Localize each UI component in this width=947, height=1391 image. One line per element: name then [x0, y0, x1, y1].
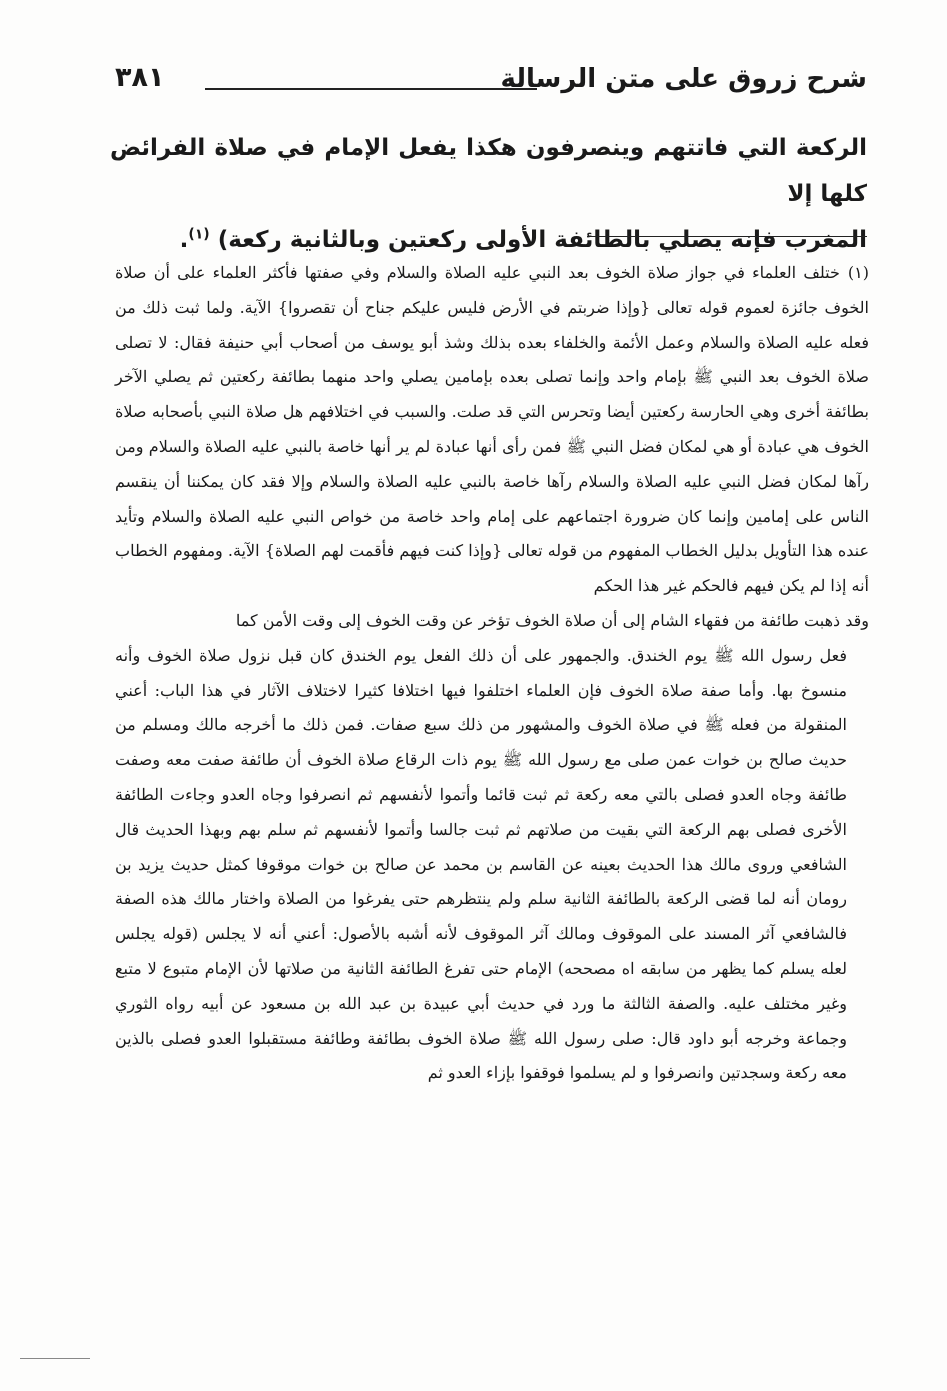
main-text-line-1: الركعة التي فاتتهم وينصرفون هكذا يفعل الإمام في صلاة الفرائض كلها إلا: [110, 135, 867, 207]
running-header: [115, 60, 867, 108]
book-title: شرح زروق على متن الرسالة: [500, 64, 867, 94]
footnote-separator: [587, 236, 867, 237]
main-text-line-2: المغرب فإنه يصلي بالطائفة الأولى ركعتين وبالثانية ركعة) $^{(١)}$.: [179, 226, 867, 253]
footnote-reference: (١): [188, 226, 210, 243]
main-text: [110, 125, 867, 263]
footnote-marker: (١): [847, 263, 869, 282]
header-rule: [205, 88, 537, 90]
page-edge-mark: [20, 1358, 90, 1359]
footnote-paragraph-2: فعل رسول الله ﷺ يوم الخندق. والجمهور على أن ذلك الفعل يوم الخندق كان قبل نزول صلاة الخوف وأنه منسوخ بها. وأما صفة صلاة الخوف فإن العلماء اختلفوا فيها اختلافا كثيرا لاختلاف الآثار في هذا الباب: أعني المنقولة من فعله ﷺ في صلاة الخوف والمشهور من ذلك سبع صفات. فمن ذلك ما أخرجه مالك ومسلم من حديث صالح بن خوات عمن صلى مع رسول الله ﷺ يوم ذات الرقاع صلاة الخوف أن طائفة صفت معه وصفت طائفة وجاه العدو فصلى بالتي معه ركعة ثم ثبت قائما وأتموا لأنفسهم ثم انصرفوا وجاه العدو وجاءت الطائفة الأخرى فصلى بهم الركعة التي بقيت من صلاتهم ثم ثبت جالسا وأتموا لأنفسهم ثم سلم بهم وبهذا الحديث قال الشافعي وروى مالك هذا الحديث بعينه عن القاسم بن محمد عن صالح بن خوات موقوفا كمثل حديث يزيد بن رومان أنه لما قضى الركعة بالطائفة الثانية سلم ولم ينتظرهم حتى يفرغوا من الصلاة واختار مالك هذه الصفة فالشافعي آثر المسند على الموقوف ومالك آثر الموقوف لأنه أشبه بالأصول: أعني أنه لا يجلس (قوله يجلس لعله يسلم كما يظهر من سابقه اه مصححه) الإمام حتى تفرغ الطائفة الثانية من صلاتها لأن الإمام متبوع لا متبع وغير مختلف عليه. والصفة الثالثة ما ورد في حديث أبي عبيدة بن عبد الله بن مسعود عن أبيه رواه الثوري وجماعة وخرجه أبو داود قال: صلى رسول الله ﷺ صلاة الخوف بطائفة وطائفة مستقبلوا العدو فصلى بالذين معه ركعة وسجدتين وانصرفوا و لم يسلموا فوقفوا بإزاء العدو ثم: [115, 645, 848, 1083]
footnote-paragraph-2-lead: وقد ذهبت طائفة من فقهاء الشام إلى أن صلاة الخوف تؤخر عن وقت الخوف إلى وقت الأمن كما: [235, 610, 869, 630]
footnote: [115, 256, 869, 1091]
footnote-paragraph-1: (١)ختلف العلماء في جواز صلاة الخوف بعد النبي عليه الصلاة والسلام وفي صفتها فأكثر العلماء على أن صلاة الخوف جائزة لعموم قوله تعالى {وإذا ضربتم في الأرض فليس عليكم جناح أن تقصروا} الآية. ولما ثبت ذلك من فعله عليه الصلاة والسلام وعمل الأئمة والخلفاء بعده بذلك وشذ أبو يوسف من أصحاب أبي حنيفة فقال: لا تصلى صلاة الخوف بعد النبي ﷺ بإمام واحد وإنما تصلى بعده بإمامين يصلي واحد منهما بطائفة ركعتين ثم يصلي الآخر بطائفة أخرى وهي الحارسة ركعتين أيضا وتحرس التي قد صلت. والسبب في اختلافهم هل صلاة النبي بأصحابه صلاة الخوف هي عبادة أو هي لمكان فضل النبي ﷺ فمن رأى أنها عبادة لم ير أنها خاصة بالنبي عليه الصلاة والسلام ومن رآها لمكان فضل النبي عليه الصلاة والسلام رآها خاصة بالنبي عليه الصلاة والسلام وإلا فقد كان يمكننا أن ينقسم الناس على إمامين وإنما كان ضرورة اجتماعهم على إمام واحد خاصة من خواص النبي عليه الصلاة والسلام وتأيد عنده هذا التأويل بدليل الخطاب المفهوم من قوله تعالى {وإذا كنت فيهم فأقمت لهم الصلاة} الآية. ومفهوم الخطاب أنه إذا لم يكن فيهم فالحكم غير هذا الحكم: [115, 256, 869, 604]
page-number: ٣٨١: [115, 62, 165, 93]
